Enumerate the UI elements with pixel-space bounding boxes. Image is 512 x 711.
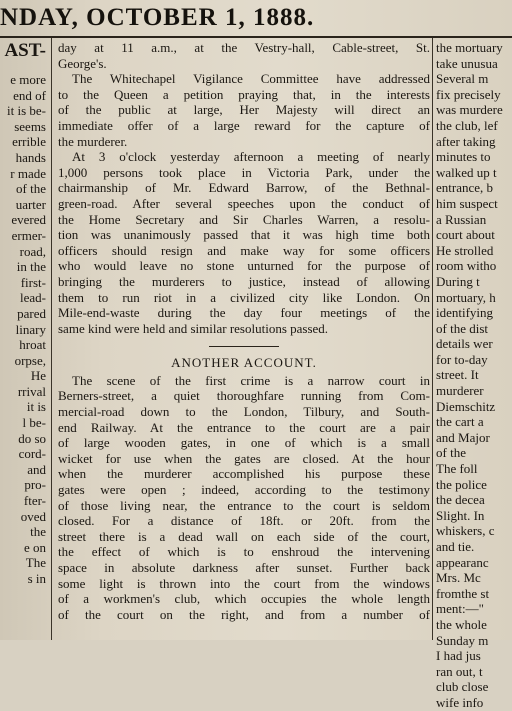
masthead-date: NDAY, OCTOBER 1, 1888. xyxy=(0,4,315,31)
right-text-line: take unusua xyxy=(436,55,498,71)
right-text-line: whiskers, c xyxy=(436,523,495,539)
left-text-line: e more xyxy=(10,72,46,87)
left-text-line: s in xyxy=(27,571,46,586)
right-text-line: murderer xyxy=(436,383,484,399)
left-text-line: orpse, xyxy=(14,352,46,368)
right-text-line: Diemschitz xyxy=(436,398,496,414)
left-text-line: of the xyxy=(16,181,46,197)
masthead-rule xyxy=(0,36,512,38)
left-text-line: it is be- xyxy=(7,103,46,119)
article-line: some light is thrown into the court from the windows xyxy=(58,575,430,591)
right-text-line: ran out, t xyxy=(436,663,483,679)
article-line: 1,000 persons took place in Victoria Park, under the xyxy=(58,164,430,180)
left-text-line: do so xyxy=(18,430,46,446)
left-text-line: He xyxy=(30,368,46,384)
article-line: green-road. After several speeches upon the conduct of xyxy=(58,195,430,211)
left-text-line: oved xyxy=(20,508,46,524)
right-text-line: I had jus xyxy=(436,648,481,664)
left-text-line: linary xyxy=(15,321,46,337)
right-text-line: and Major xyxy=(436,429,490,445)
article-line: of the public at large, Her Majesty will direct an xyxy=(58,102,430,118)
left-text-line: uarter xyxy=(15,196,46,212)
article-line: tion was unanimously passed that it was high time both xyxy=(58,227,430,243)
left-text-line: hands xyxy=(15,149,46,165)
right-text-line: fix precisely xyxy=(436,86,501,102)
right-text-line: for to-day xyxy=(436,351,488,367)
right-text-line: the decea xyxy=(436,492,485,508)
left-text-line: seems xyxy=(14,118,46,134)
right-text-line: appearanc xyxy=(436,554,489,570)
article-line: of a workmen's club, which occupies the whole length xyxy=(58,591,430,607)
left-text-line: end of xyxy=(13,87,46,103)
article-line: The scene of the first crime is a narrow court in xyxy=(72,372,430,388)
article-line: to the Queen a petition praying that, in the interests xyxy=(58,86,430,102)
right-text-line: street. It xyxy=(436,367,479,383)
left-text-line: AST- xyxy=(4,40,46,61)
article-line: George's. xyxy=(58,55,107,71)
column-divider-left xyxy=(51,38,52,640)
right-text-line: Mrs. Mc xyxy=(436,570,481,586)
article-line: closed. For a distance of 18ft. or 20ft. from the xyxy=(58,513,430,529)
article-line: when the murderer accomplished his purpose these xyxy=(58,466,430,482)
article-line: chairmanship of Mr. Edward Barrow, of the Bethnal- xyxy=(58,180,430,196)
column-divider-right xyxy=(432,38,433,640)
right-text-line: The foll xyxy=(436,461,478,477)
right-text-line: was murdere xyxy=(436,102,503,118)
article-line: the Home Secretary and Sir Charles Warren, a resolu- xyxy=(58,211,430,227)
article-line: day at 11 a.m., at the Vestry-hall, Cable-street, St. xyxy=(58,40,430,55)
right-text-line: the club, lef xyxy=(436,117,498,133)
right-text-line: Sunday m xyxy=(436,632,489,648)
right-column-fragment xyxy=(436,40,512,711)
left-text-line: lead- xyxy=(20,290,46,306)
article-line: gates were open ; indeed, according to the testimony xyxy=(58,482,430,498)
article-line: At 3 o'clock yesterday afternoon a meeting of nearly xyxy=(72,149,430,165)
left-text-line: errible xyxy=(12,134,46,150)
article-line: space in absolute darkness after sunset. Further back xyxy=(58,560,430,575)
right-text-line: him suspect xyxy=(436,195,498,211)
article-line: who would leave no stone unturned for the purpose of xyxy=(58,258,430,274)
left-text-line: l be- xyxy=(22,415,46,431)
right-text-line: a Russian xyxy=(436,211,487,227)
right-text-line: after taking xyxy=(436,133,496,149)
left-text-line: in the xyxy=(16,259,46,275)
left-text-line: pro- xyxy=(24,477,46,493)
article-line: end Railway. At the entrance to the court are a pair xyxy=(58,419,430,435)
left-text-line: road, xyxy=(19,243,46,259)
left-text-line: evered xyxy=(11,212,46,228)
article-line: street there is a dead wall on each side of the court, xyxy=(58,528,430,544)
right-text-line: Slight. In xyxy=(436,507,485,523)
right-text-line: details wer xyxy=(436,336,493,352)
right-text-line: room witho xyxy=(436,258,497,274)
left-text-line: e on xyxy=(23,539,46,555)
left-text-line: cord- xyxy=(18,446,46,462)
article-line: the murderer. xyxy=(58,133,128,149)
right-text-line: entrance, b xyxy=(436,180,494,196)
right-text-line: the whole xyxy=(436,616,487,632)
article-line: them to run riot in a civilized city like London. On xyxy=(58,289,430,305)
left-text-line: pared xyxy=(17,305,46,321)
right-text-line: He strolled xyxy=(436,242,494,258)
section-separator-rule xyxy=(209,346,279,347)
article-line: The Whitechapel Vigilance Committee have addressed xyxy=(72,71,430,87)
right-text-line: wife info xyxy=(436,694,484,710)
article-line: of those living near, the entrance to the court is seldom xyxy=(58,497,430,513)
right-text-line: During t xyxy=(436,273,480,289)
article-line: wicket for use when the gates are closed. At the hour xyxy=(58,450,430,466)
right-text-line: minutes to xyxy=(436,149,491,165)
right-text-line: identifying xyxy=(436,305,494,321)
right-text-line: of the xyxy=(436,445,466,461)
right-text-line: the mortuary xyxy=(436,40,503,55)
left-text-line: it is xyxy=(26,399,46,415)
article-line: Berners-street, a quiet thoroughfare running from Com- xyxy=(58,388,430,404)
article-line: immediate offer of a large reward for the capture of xyxy=(58,117,430,133)
left-text-line: ermer- xyxy=(11,227,46,243)
left-text-line: and xyxy=(27,461,46,477)
right-text-line: fromthe st xyxy=(436,585,490,601)
right-text-line: mortuary, h xyxy=(436,289,496,305)
article-line: same kind were held and similar resolutions passed. xyxy=(58,320,329,336)
right-text-line: club close xyxy=(436,679,489,695)
article-line: of large wooden gates, in one of which is a small xyxy=(58,435,430,451)
left-text-line: rrival xyxy=(17,383,46,399)
section-heading: ANOTHER ACCOUNT. xyxy=(171,355,317,371)
left-column-fragment xyxy=(0,40,46,587)
article-line: bringing the murderers to justice, instead of allowing xyxy=(58,273,430,289)
right-text-line: and tie. xyxy=(436,539,475,554)
left-text-line: fter- xyxy=(23,493,46,509)
article-line: officers should resign and make way for some officers xyxy=(58,242,430,258)
right-text-line: of the dist xyxy=(436,320,488,336)
left-text-line: r made xyxy=(10,165,46,181)
left-text-line: the xyxy=(30,524,46,540)
right-text-line: ment:—" xyxy=(436,601,484,617)
article-line: Mile-end-waste during the day four meetings of the xyxy=(58,305,430,321)
right-text-line: the cart a xyxy=(436,414,484,430)
left-text-line: hroat xyxy=(19,337,46,353)
main-article-column xyxy=(58,40,430,622)
left-text-line: first- xyxy=(20,274,46,290)
right-text-line: court about xyxy=(436,227,495,243)
right-text-line: Several m xyxy=(436,71,489,87)
right-text-line: the police xyxy=(436,476,487,492)
article-line: of the court on the right, and from a number of xyxy=(58,606,430,622)
article-line: mercial-road down to the London, Tilbury, and South- xyxy=(58,404,430,420)
right-text-line: walked up t xyxy=(436,164,497,180)
left-text-line: The xyxy=(25,555,46,571)
article-line: the effect of which is to enshroud the intervening xyxy=(58,544,430,560)
